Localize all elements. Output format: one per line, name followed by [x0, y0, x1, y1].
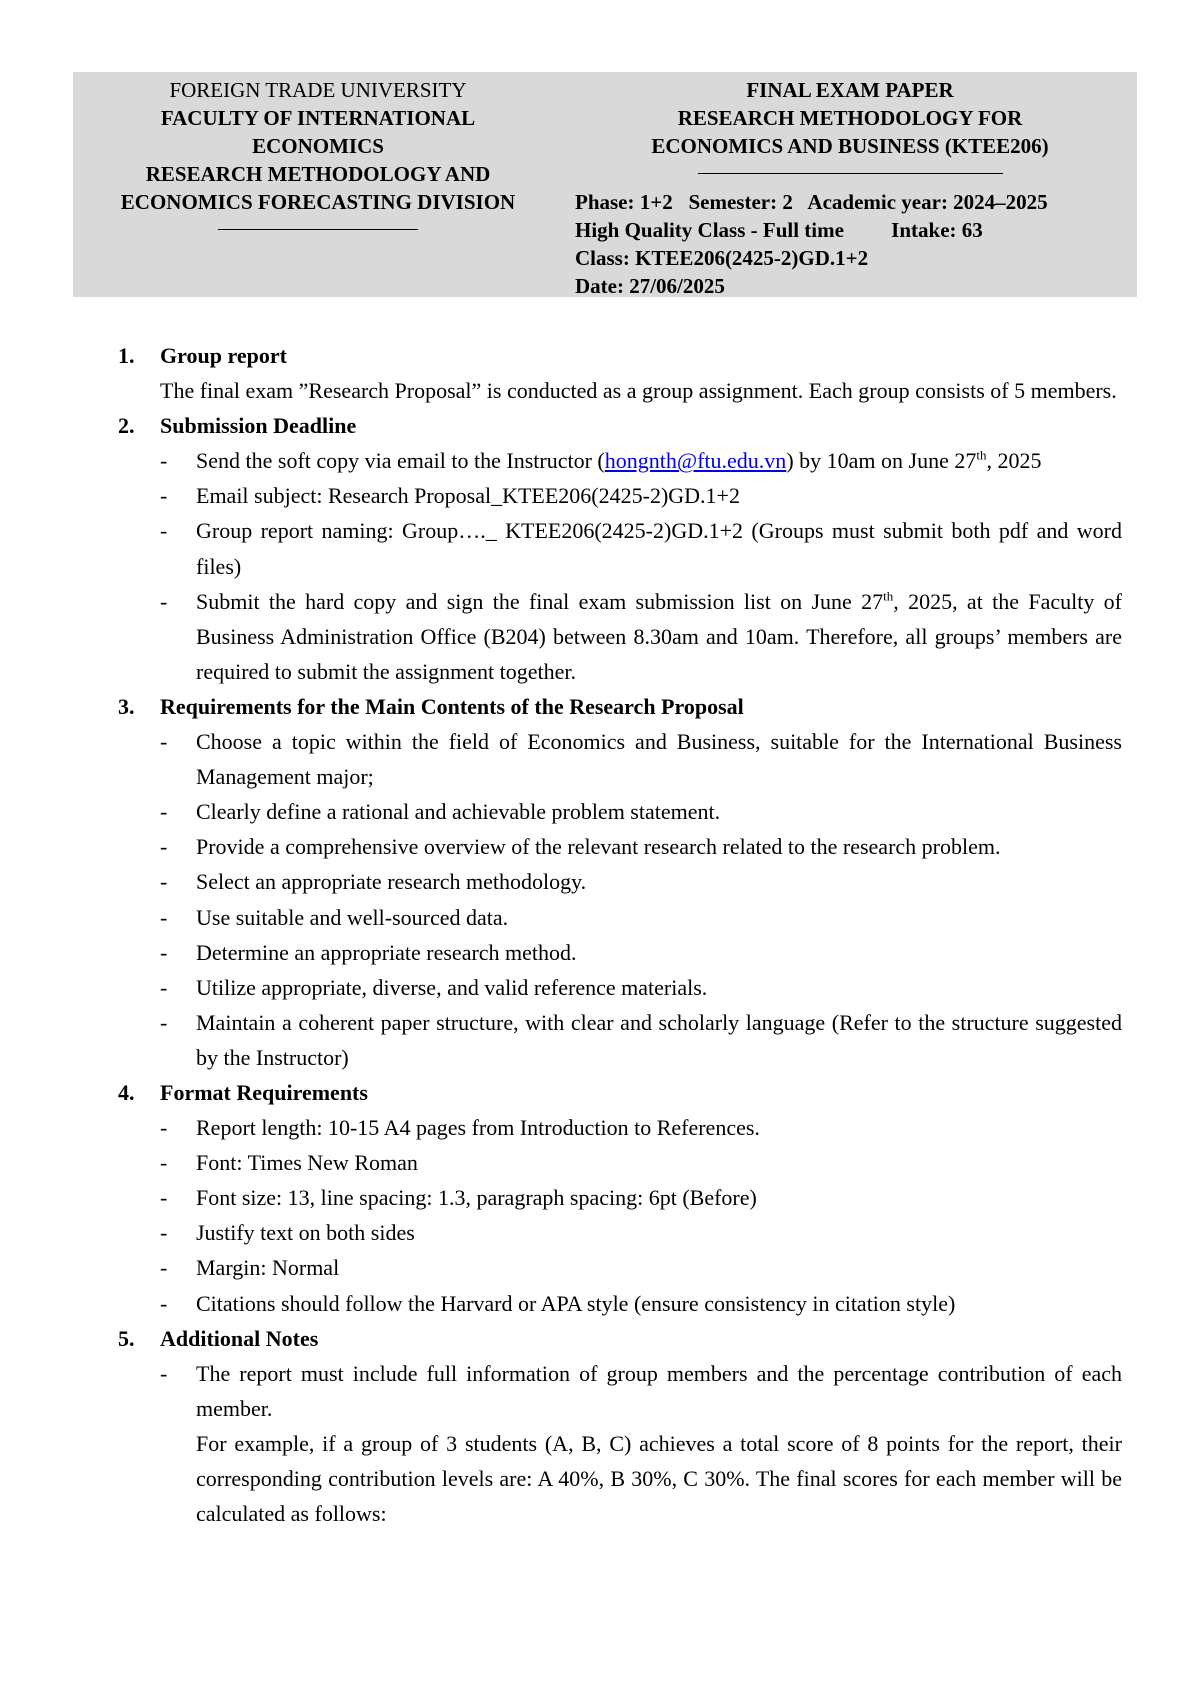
- example-note: For example, if a group of 3 students (A, B, C) achieves a total score of 8 points for the report, their corresponding contribution levels are: A 40%, B 30%, C 30%. The final scores for each member will be calculated as follows:: [196, 1430, 1122, 1527]
- bullet-dash: -: [160, 834, 168, 860]
- superscript: th: [883, 588, 894, 604]
- text: Group report naming: Group…._ KTEE206(2425-2)GD.1+2 (Groups must submit both pdf and word files): [196, 518, 1122, 579]
- section-title: Submission Deadline: [160, 413, 357, 439]
- section-submission-deadline: [118, 408, 1122, 689]
- list-item-text: Choose a topic within the field of Economics and Business, suitable for the International Business Management major;: [196, 729, 1122, 790]
- bullet-dash: -: [160, 1255, 168, 1281]
- header-right: [563, 76, 1137, 300]
- list-item: [160, 584, 1122, 689]
- list-item: [160, 900, 1122, 935]
- division-name: RESEARCH METHODOLOGY AND: [145, 162, 491, 186]
- list-item: [160, 1110, 1122, 1145]
- list-item: [160, 1145, 1122, 1180]
- bullet-dash: -: [160, 799, 168, 825]
- section-main-contents: [118, 689, 1122, 1075]
- course-name-cont: ECONOMICS AND BUSINESS (KTEE206): [651, 134, 1049, 158]
- list-item: [160, 724, 1122, 794]
- list-item-text: Citations should follow the Harvard or APA style (ensure consistency in citation style): [196, 1290, 956, 1316]
- bullet-dash: -: [160, 869, 168, 895]
- list-item: [160, 829, 1122, 864]
- bullet-dash: -: [160, 904, 168, 930]
- superscript: th: [976, 447, 987, 463]
- exam-date: Date: 27/06/2025: [575, 274, 725, 298]
- list-item-text: Font size: 13, line spacing: 1.3, paragraph spacing: 6pt (Before): [196, 1185, 757, 1211]
- list-item: [160, 1215, 1122, 1250]
- text: , 2025: [986, 448, 1042, 474]
- section-additional-notes: [118, 1321, 1122, 1532]
- section-number: 3.: [118, 693, 135, 719]
- section-paragraph: The final exam ”Research Proposal” is conducted as a group assignment. Each group consists of 5 members.: [160, 378, 1117, 404]
- bullet-dash: -: [160, 1115, 168, 1141]
- bullet-dash: -: [160, 483, 168, 509]
- list-item: [160, 513, 1122, 583]
- bullet-dash: -: [160, 1009, 168, 1035]
- bullet-dash: -: [160, 1290, 168, 1316]
- section-number: 1.: [118, 343, 135, 368]
- class-type-intake: High Quality Class - Full time Intake: 63: [575, 218, 983, 242]
- list-item-text: Select an appropriate research methodology.: [196, 869, 587, 895]
- list-item: [160, 935, 1122, 970]
- list-item: [160, 794, 1122, 829]
- bullet-dash: -: [160, 939, 168, 965]
- list-item-text: Clearly define a rational and achievable problem statement.: [196, 799, 721, 825]
- list-item-text: Font: Times New Roman: [196, 1150, 418, 1176]
- list-item-text: Determine an appropriate research method.: [196, 939, 577, 965]
- section-number: 4.: [118, 1079, 135, 1105]
- text: Submit the hard copy and sign the final exam submission list on June 27: [196, 588, 884, 614]
- list-item: [160, 1356, 1122, 1426]
- division-name-cont: ECONOMICS FORECASTING DIVISION: [120, 190, 516, 214]
- bullet-dash: -: [160, 1150, 168, 1176]
- bullet-dash: -: [160, 1360, 168, 1386]
- text: ) by 10am on June 27: [786, 448, 977, 474]
- bullet-dash: -: [160, 729, 168, 755]
- bullet-dash: -: [160, 588, 168, 614]
- list-item: [160, 1286, 1122, 1321]
- text: , 2025, at the Faculty of Business Administration Office (B204) between 8.30am and 10am. Therefore, all groups’ members are required to submit the assignment together.: [196, 588, 1122, 684]
- list-item: [160, 1180, 1122, 1215]
- list-item-text: Justify text on both sides: [196, 1220, 415, 1246]
- phase-semester-year: Phase: 1+2 Semester: 2 Academic year: 2024–2025: [575, 190, 1048, 214]
- list-item-text: Maintain a coherent paper structure, with clear and scholarly language (Refer to the structure suggested by the Instructor): [196, 1009, 1122, 1070]
- bullet-dash: -: [160, 1220, 168, 1246]
- divider: [698, 173, 1003, 174]
- list-item: [160, 864, 1122, 899]
- section-number: 2.: [118, 413, 135, 439]
- list-item-text: Use suitable and well-sourced data.: [196, 904, 509, 930]
- section-group-report: [118, 338, 1122, 408]
- text: Send the soft copy via email to the Instructor (: [196, 448, 605, 474]
- instructor-email-link[interactable]: hongnth@ftu.edu.vn: [604, 448, 787, 474]
- bullet-dash: -: [160, 448, 168, 474]
- list-item-text: Provide a comprehensive overview of the relevant research related to the research problem.: [196, 834, 1001, 860]
- text: Email subject: Research Proposal_KTEE206(2425-2)GD.1+2: [196, 483, 740, 509]
- section-title: Format Requirements: [160, 1079, 368, 1105]
- exam-title: FINAL EXAM PAPER: [746, 78, 954, 102]
- list-item-text: Report length: 10-15 A4 pages from Introduction to References.: [196, 1115, 760, 1141]
- divider: [218, 229, 418, 230]
- header-left: [73, 76, 563, 230]
- class-code: Class: KTEE206(2425-2)GD.1+2: [575, 246, 869, 270]
- list-item: [160, 1250, 1122, 1285]
- section-title: Additional Notes: [160, 1325, 319, 1351]
- faculty-name: FACULTY OF INTERNATIONAL: [160, 106, 476, 130]
- faculty-name-cont: ECONOMICS: [252, 134, 384, 158]
- list-item-text: The report must include full information of group members and the percentage contribution of each member.: [196, 1360, 1122, 1421]
- section-format-requirements: [118, 1075, 1122, 1321]
- university-name: FOREIGN TRADE UNIVERSITY: [169, 78, 467, 102]
- document-header: [73, 72, 1137, 297]
- list-item-text: Margin: Normal: [196, 1255, 340, 1281]
- section-number: 5.: [118, 1325, 135, 1351]
- bullet-dash: -: [160, 974, 168, 1000]
- list-item: [160, 970, 1122, 1005]
- list-item: [160, 478, 1122, 513]
- document-body: [118, 338, 1122, 1531]
- section-title: Requirements for the Main Contents of the Research Proposal: [160, 693, 744, 719]
- section-title: Group report: [160, 343, 287, 368]
- list-item-text: Utilize appropriate, diverse, and valid reference materials.: [196, 974, 708, 1000]
- course-name: RESEARCH METHODOLOGY FOR: [677, 106, 1023, 130]
- list-item: [160, 1005, 1122, 1075]
- bullet-dash: -: [160, 518, 168, 544]
- bullet-dash: -: [160, 1185, 168, 1211]
- list-item: [160, 443, 1122, 478]
